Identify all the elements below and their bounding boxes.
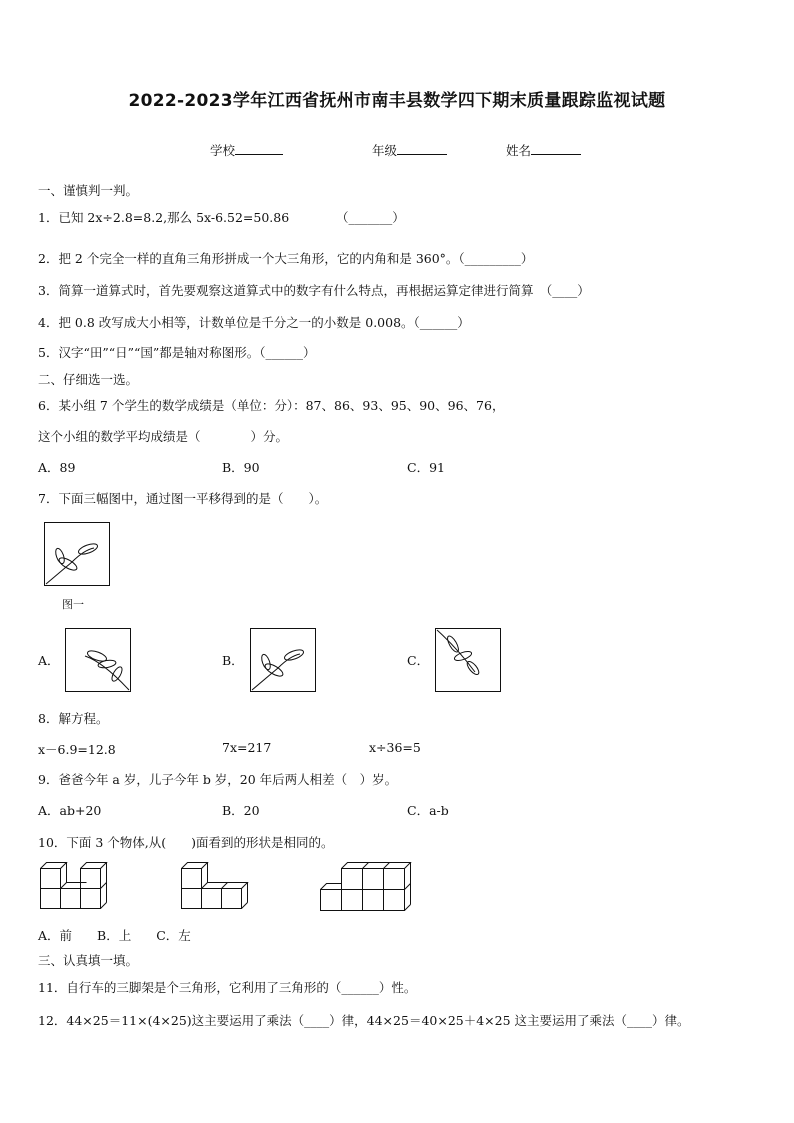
q9-option-a[interactable]: A．ab+20 <box>38 803 102 818</box>
name-label: 姓名 <box>506 143 532 158</box>
question-8: 8．解方程。 <box>38 711 109 726</box>
question-3: 3．简算一道算式时，首先要观察这道算式中的数字有什么特点，再根据运算定律进行简算 （____） <box>38 283 590 298</box>
page-title: 2022-2023学年江西省抚州市南丰县数学四下期末质量跟踪监视试题 <box>128 91 666 111</box>
question-1-answer[interactable]: （_______） <box>336 210 405 225</box>
section-1-heading: 一、谨慎判一判。 <box>38 183 139 198</box>
object-1-cubes-image <box>40 862 108 910</box>
grade-blank[interactable] <box>397 142 447 155</box>
section-3-heading: 三、认真填一填。 <box>38 953 139 968</box>
option-a-leaf-image[interactable] <box>65 628 131 692</box>
question-2: 2．把 2 个完全一样的直角三角形拼成一个大三角形，它的内角和是 360°。（_________） <box>38 251 534 266</box>
equation-3: x÷36=5 <box>369 740 421 755</box>
q6-option-a[interactable]: A．89 <box>38 460 76 475</box>
question-11: 11．自行车的三脚架是个三角形，它利用了三角形的（______）性。 <box>38 980 417 995</box>
q7-option-c[interactable]: C． <box>407 653 430 668</box>
question-7: 7．下面三幅图中，通过图一平移得到的是（ ）。 <box>38 491 328 506</box>
equation-1: x－6.9=12.8 <box>38 742 116 757</box>
question-4: 4．把 0.8 改写成大小相等，计数单位是千分之一的小数是 0.008。（______） <box>38 315 470 330</box>
q7-option-b[interactable]: B． <box>222 653 244 668</box>
question-10: 10．下面 3 个物体,从( )面看到的形状是相同的。 <box>38 835 334 850</box>
object-3-cubes-image <box>320 858 412 912</box>
question-6-line2: 这个小组的数学平均成绩是（ ）分。 <box>38 429 289 444</box>
question-9: 9．爸爸今年 a 岁，儿子今年 b 岁，20 年后两人相差（ ）岁。 <box>38 772 398 787</box>
school-field[interactable] <box>210 141 283 159</box>
q10-options[interactable]: A．前 B．上 C．左 <box>38 928 191 943</box>
q6-option-c[interactable]: C．91 <box>407 460 445 475</box>
question-6-line1: 6．某小组 7 个学生的数学成绩是（单位：分）：87、86、93、95、90、96、76， <box>38 398 505 413</box>
question-12: 12．44×25＝11×(4×25)这主要运用了乘法（____）律，44×25＝40×25＋4×25 这主要运用了乘法（____）律。 <box>38 1013 690 1028</box>
school-label: 学校 <box>210 143 236 158</box>
section-2-heading: 二、仔细选一选。 <box>38 372 139 387</box>
school-blank[interactable] <box>235 142 283 155</box>
q6-option-b[interactable]: B．90 <box>222 460 260 475</box>
q9-option-b[interactable]: B．20 <box>222 803 260 818</box>
grade-label: 年级 <box>372 143 398 158</box>
name-blank[interactable] <box>531 142 581 155</box>
object-2-cubes-image <box>181 862 255 910</box>
option-c-leaf-image[interactable] <box>435 628 501 692</box>
figure-1-label: 图一 <box>62 598 84 611</box>
grade-field[interactable] <box>372 141 447 159</box>
question-5: 5．汉字“田”“日”“国”都是轴对称图形。（______） <box>38 345 316 360</box>
figure-1-leaf-image <box>44 522 110 586</box>
equation-2: 7x=217 <box>222 740 272 755</box>
q7-option-a[interactable]: A． <box>38 653 60 668</box>
name-field[interactable] <box>506 141 581 159</box>
option-b-leaf-image[interactable] <box>250 628 316 692</box>
question-1: 1．已知 2x÷2.8=8.2,那么 5x-6.52=50.86 <box>38 210 290 225</box>
q9-option-c[interactable]: C．a-b <box>407 803 449 818</box>
